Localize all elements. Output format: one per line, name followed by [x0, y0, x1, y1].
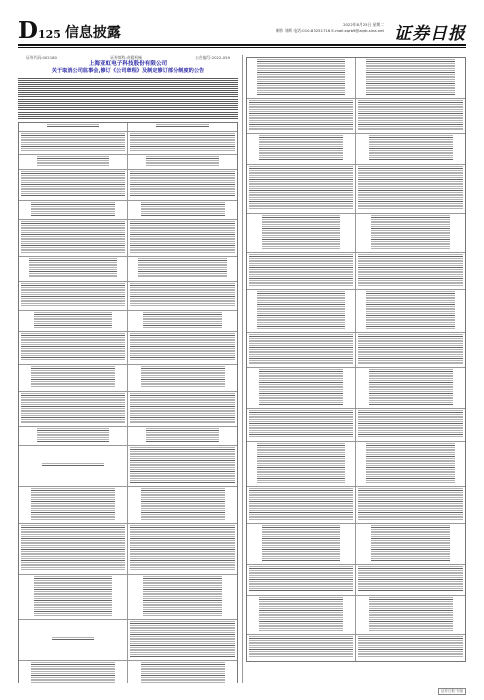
stock-abbr: 证券简称:奇精机械 [110, 55, 142, 60]
header-rule-thin [18, 47, 466, 48]
announcement-number: 公告编号:2022-059 [195, 55, 230, 60]
comparison-table-left [18, 122, 238, 683]
column-separator [242, 55, 243, 683]
page-tag: 证券日报·专版 [438, 688, 466, 695]
stock-code: 证券代码:002180 [26, 55, 57, 60]
company-name: 上海亚虹电子科技股份有限公司 [88, 61, 168, 67]
comparison-table-right [246, 57, 466, 662]
notice-header [18, 55, 238, 75]
newspaper-logo: 证券日报 [394, 24, 466, 44]
header-rule [18, 44, 466, 46]
issue-date: 2022年8月25日 星期二 [343, 22, 384, 27]
section-title: 信息披露 [64, 25, 121, 41]
editor-contact: 制作 刘辉 电话:010-83251716 E-mail:zqrb9@zqrb.sina.net [275, 28, 384, 33]
section-label [18, 17, 121, 44]
notice-body-text [18, 78, 238, 120]
notice-title: 关于取消公司监事会,修订《公司章程》及制定修订部分制度的公告 [51, 68, 205, 74]
left-column [18, 55, 238, 683]
section-letter: D [18, 17, 37, 44]
header-meta [276, 22, 384, 34]
page-header [18, 17, 466, 44]
right-column [246, 55, 466, 683]
page-number: 125 [37, 28, 61, 41]
